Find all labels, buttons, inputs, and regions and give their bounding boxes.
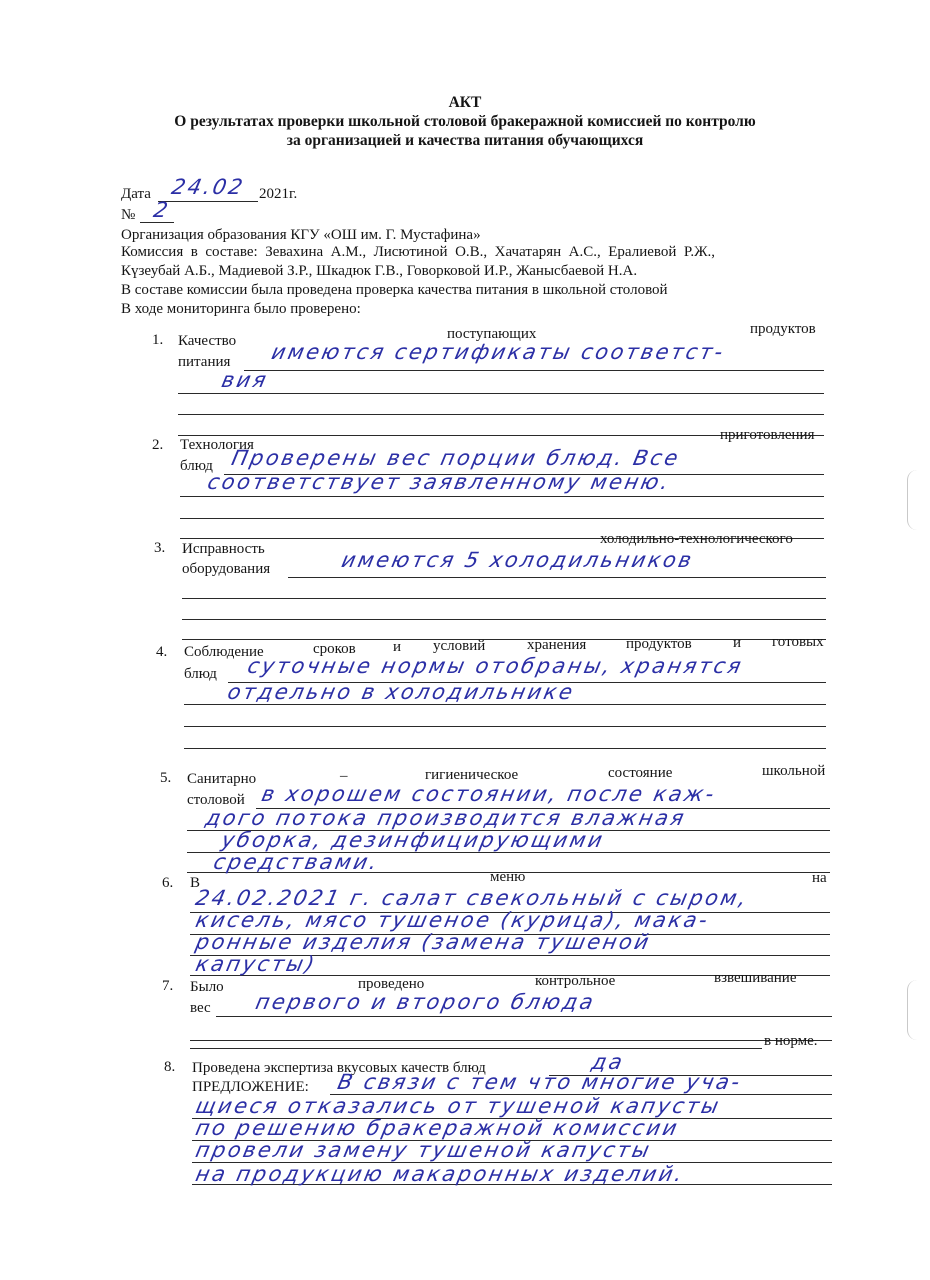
item-4-handwritten: отдельно в холодильнике — [225, 680, 578, 704]
item-4-word: Соблюдение — [184, 644, 264, 660]
item-7-line — [216, 1016, 832, 1017]
act-subtitle-1: О результатах проверки школьной столовой бракеражной комиссией по контролю — [174, 113, 756, 130]
number-label: № — [121, 207, 136, 223]
item-7-word: взвешивание — [714, 970, 797, 986]
item-4-line — [184, 704, 826, 705]
item-6-word: меню — [490, 869, 526, 885]
item-7-word: Было — [190, 979, 224, 995]
date-handwritten: 24.02 — [169, 175, 248, 199]
item-4-word: сроков — [313, 641, 356, 657]
item-7-line — [190, 1040, 832, 1041]
item-4-line — [184, 748, 826, 749]
punch-hole-mark — [907, 980, 928, 1040]
item-1-line — [178, 414, 824, 415]
item-2-line — [180, 518, 824, 519]
item-7-word: контрольное — [535, 973, 616, 989]
item-1-word: продуктов — [750, 321, 816, 337]
item-5-handwritten: дого потока производится влажная — [203, 806, 689, 830]
item-7-handwritten: первого и второго блюда — [253, 990, 598, 1014]
item-8-label: Проведена экспертиза вкусовых качеств блюд — [192, 1060, 486, 1076]
item-1-cont: питания — [178, 354, 231, 370]
item-6-word: В — [190, 875, 201, 891]
item-1-word: поступающих — [447, 326, 537, 342]
item-2-number: 2. — [152, 437, 164, 453]
item-5-number: 5. — [160, 770, 172, 786]
item-2-handwritten: соответствует заявленному меню. — [205, 470, 673, 494]
item-5-handwritten: в хорошем состоянии, после каж- — [259, 782, 719, 806]
item-1-line — [244, 370, 824, 371]
item-4-handwritten: суточные нормы отобраны, хранятся — [245, 654, 746, 678]
item-4-cont: блюд — [184, 666, 217, 682]
item-3-handwritten: имеются 5 холодильников — [339, 548, 697, 572]
proposal-handwritten: В связи с тем что многие уча- — [335, 1070, 745, 1094]
item-6-handwritten: кисель, мясо тушеное (курица), мака- — [193, 908, 712, 932]
item-3-line — [182, 639, 826, 640]
item-4-word: условий — [433, 638, 486, 654]
composition-line: В составе комиссии была проведена проверка качества питания в школьной столовой — [121, 282, 668, 298]
act-title: АКТ — [448, 94, 482, 111]
item-4-word: готовых — [772, 634, 824, 650]
item-1-handwritten: имеются сертификаты соответст- — [269, 340, 728, 364]
item-2-word: приготовления — [720, 427, 815, 443]
item-3-line — [182, 619, 826, 620]
item-6-word: на — [812, 870, 827, 886]
item-3-cont: оборудования — [182, 561, 271, 577]
monitoring-line: В ходе мониторинга было проверено: — [121, 301, 361, 317]
item-1-word: Качество — [178, 333, 237, 349]
act-subtitle-2: за организацией и качества питания обучающихся — [286, 132, 644, 149]
item-3-line — [288, 577, 826, 578]
item-4-word: и — [733, 635, 742, 651]
item-5-word: гигиеническое — [425, 767, 519, 783]
proposal-handwritten: провели замену тушеной капусты — [193, 1138, 654, 1162]
item-3-word: Исправность — [182, 541, 265, 557]
item-8-answer-handwritten: да — [589, 1050, 627, 1074]
number-underline — [140, 222, 174, 223]
organization-line: Организация образования КГУ «ОШ им. Г. Мустафина» — [121, 227, 481, 243]
item-5-word: Санитарно — [187, 771, 257, 787]
item-4-line — [184, 726, 826, 727]
item-7-word: проведено — [358, 976, 425, 992]
item-1-handwritten: вия — [219, 368, 271, 392]
item-4-word: продуктов — [626, 636, 692, 652]
item-4-number: 4. — [156, 644, 168, 660]
proposal-handwritten: по решению бракеражной комиссии — [193, 1116, 682, 1140]
item-3-word: холодильно-технологического — [600, 531, 793, 547]
date-year: 2021г. — [259, 186, 298, 202]
item-2-cont: блюд — [180, 458, 213, 474]
item-5-word: состояние — [608, 765, 673, 781]
date-label: Дата — [121, 186, 151, 202]
item-5-handwritten: уборка, дезинфицирующими — [219, 828, 607, 852]
item-5-word: – — [340, 768, 348, 784]
item-6-handwritten: 24.02.2021 г. салат свекольный с сыром, — [193, 886, 751, 910]
commission-line-1: Комиссия в составе: Зевахина А.М., Лисютиной О.В., Хачатарян А.С., Ералиевой Р.Ж., — [121, 244, 716, 260]
item-8-number: 8. — [164, 1059, 176, 1075]
item-7-line — [190, 1048, 762, 1049]
proposal-handwritten: щиеся отказались от тушеной капусты — [193, 1094, 724, 1118]
item-6-number: 6. — [162, 875, 174, 891]
item-6-handwritten: капусты) — [193, 952, 319, 976]
commission-line-2: Күзеубай А.Б., Мадиевой З.Р., Шкадюк Г.В., Говорковой И.Р., Жаныcбаевой Н.А. — [121, 263, 638, 279]
punch-hole-mark — [907, 470, 928, 530]
item-1-line — [178, 393, 824, 394]
item-4-word: и — [393, 639, 402, 655]
item-5-handwritten: средствами. — [211, 850, 382, 874]
item-7-tail: в норме. — [764, 1033, 818, 1049]
number-handwritten: 2 — [151, 198, 173, 222]
item-7-cont: вес — [190, 1000, 211, 1016]
item-4-word: хранения — [527, 637, 587, 653]
item-2-line — [180, 496, 824, 497]
item-3-number: 3. — [154, 540, 166, 556]
item-2-handwritten: Проверены вес порции блюд. Все — [229, 446, 683, 470]
item-2-word: Технология — [180, 437, 254, 453]
item-5-cont: столовой — [187, 792, 245, 808]
item-5-word: школьной — [762, 763, 826, 779]
item-1-number: 1. — [152, 332, 164, 348]
item-3-line — [182, 598, 826, 599]
item-7-number: 7. — [162, 978, 174, 994]
proposal-handwritten: на продукцию макаронных изделий. — [193, 1162, 687, 1186]
proposal-label: ПРЕДЛОЖЕНИЕ: — [192, 1079, 309, 1095]
item-6-handwritten: ронные изделия (замена тушеной — [193, 930, 654, 954]
date-underline — [158, 201, 258, 202]
